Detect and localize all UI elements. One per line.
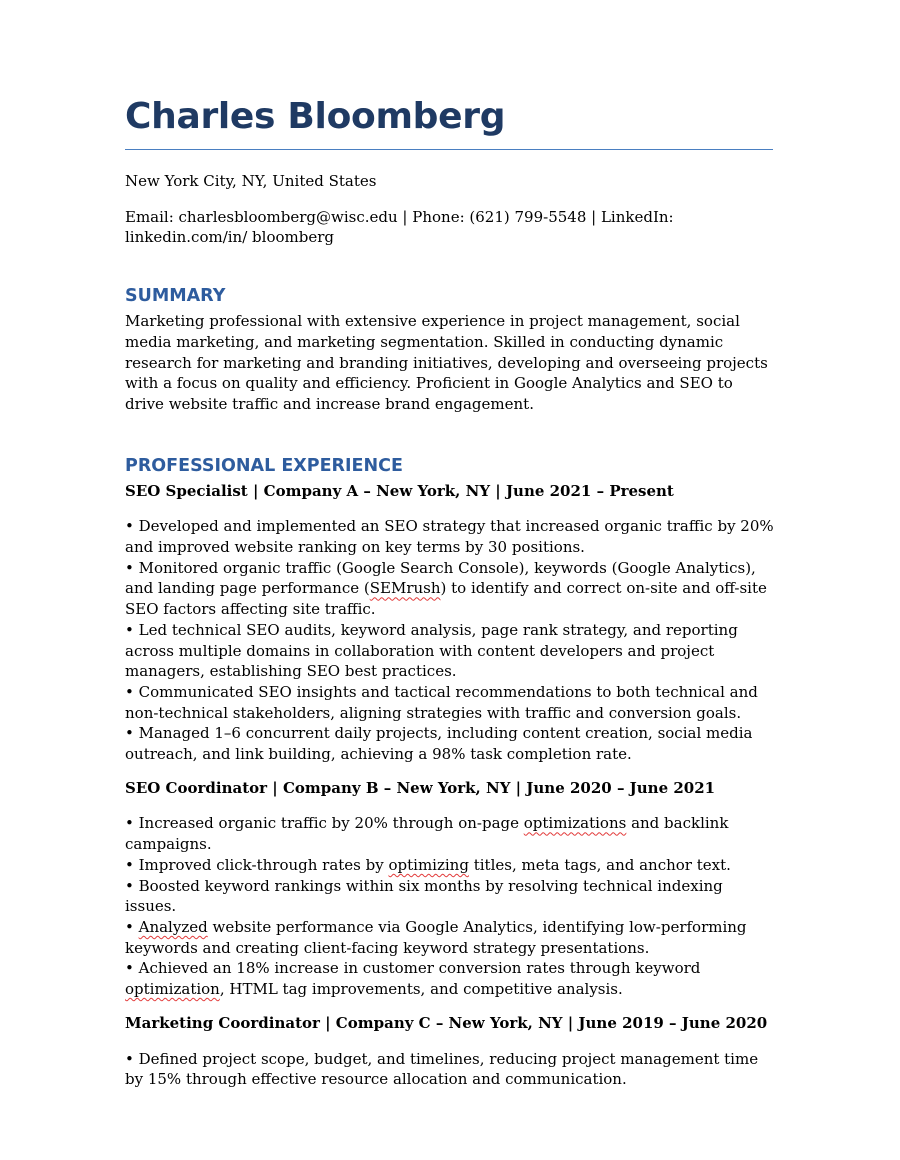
- bullet-text: , HTML tag improvements, and competitive analysis.: [219, 980, 623, 999]
- bullet-text: • Achieved an 18% increase in customer conversion rates through keyword: [125, 959, 701, 978]
- bullet-item: [125, 682, 775, 723]
- job-title: Marketing Coordinator | Company C – New York, NY | June 2019 – June 2020: [125, 1013, 768, 1032]
- location: New York City, NY, United States: [125, 172, 377, 190]
- bullet-text: • Managed 1–6 concurrent daily projects, including content creation, social media outreach, and link building, achieving a 98% task completion rate.: [125, 724, 753, 764]
- job-entry: [125, 481, 775, 765]
- bullet-text: ) to identify and correct on-site and off-site SEO factors affecting site traffic.: [125, 579, 767, 619]
- spellcheck-word: optimizing: [388, 855, 469, 874]
- bullet-list: [125, 516, 775, 764]
- experience-heading: PROFESSIONAL EXPERIENCE: [125, 455, 403, 476]
- bullet-item: [125, 917, 775, 958]
- spellcheck-word: Analyzed: [138, 917, 208, 936]
- bullet-text: website performance via Google Analytics, identifying low-performing keywords and creating client-facing keyword strategy presentations.: [125, 917, 747, 957]
- bullet-item: [125, 855, 775, 876]
- header-divider: [125, 149, 773, 150]
- bullet-text: • Increased organic traffic by 20% through on-page: [125, 814, 524, 833]
- bullet-text: • Boosted keyword rankings within six months by resolving technical indexing issues.: [125, 876, 723, 916]
- bullet-item: [125, 516, 775, 557]
- bullet-text: • Monitored organic traffic (Google Search Console), keywords (Google Analytics), and landing page performance (: [125, 558, 756, 598]
- summary-heading: SUMMARY: [125, 286, 226, 307]
- job-title: SEO Specialist | Company A – New York, NY | June 2021 – Present: [125, 481, 674, 500]
- spellcheck-word: SEMrush: [369, 579, 441, 598]
- spellcheck-word: optimization: [125, 980, 220, 999]
- bullet-text: • Defined project scope, budget, and timelines, reducing project management time by 15% through effective resource allocation and communication.: [125, 1049, 759, 1089]
- summary-text: Marketing professional with extensive experience in project management, social media marketing, and marketing segmentation. Skilled in conducting dynamic research for marketing and branding initiatives, developing and overseeing projects with a focus on quality and efficiency. Proficient in Google Analytics and SEO to drive website traffic and increase brand engagement.: [125, 312, 768, 413]
- bullet-text: • Improved click-through rates by: [125, 855, 389, 874]
- bullet-text: titles, meta tags, and anchor text.: [468, 855, 731, 874]
- bullet-text: • Communicated SEO insights and tactical recommendations to both technical and non-technical stakeholders, aligning strategies with traffic and conversion goals.: [125, 682, 758, 722]
- bullet-text: •: [125, 917, 139, 936]
- job-entry: [125, 778, 775, 1000]
- spellcheck-word: optimizations: [523, 814, 627, 833]
- resume-name: Charles Bloomberg: [125, 96, 506, 137]
- contact-info: Email: charlesbloomberg@wisc.edu | Phone: (621) 799-5548 | LinkedIn: linkedin.com/in/ bloomberg: [125, 207, 674, 247]
- bullet-item: [125, 876, 775, 917]
- bullet-text: • Led technical SEO audits, keyword analysis, page rank strategy, and reporting across multiple domains in collaboration with content developers and project managers, establishing SEO best practices.: [125, 620, 738, 681]
- bullet-item: [125, 958, 775, 999]
- bullet-item: [125, 1049, 775, 1090]
- bullet-list: [125, 813, 775, 999]
- bullet-item: [125, 558, 775, 620]
- bullet-text: • Developed and implemented an SEO strategy that increased organic traffic by 20% and improved website ranking on key terms by 30 positions.: [125, 517, 774, 557]
- bullet-item: [125, 813, 775, 854]
- bullet-text: and backlink campaigns.: [125, 814, 729, 854]
- bullet-item: [125, 723, 775, 764]
- job-title: SEO Coordinator | Company B – New York, NY | June 2020 – June 2021: [125, 778, 716, 797]
- job-entry: [125, 1013, 775, 1090]
- bullet-list: [125, 1049, 775, 1090]
- bullet-item: [125, 620, 775, 682]
- resume-page: [125, 92, 775, 1090]
